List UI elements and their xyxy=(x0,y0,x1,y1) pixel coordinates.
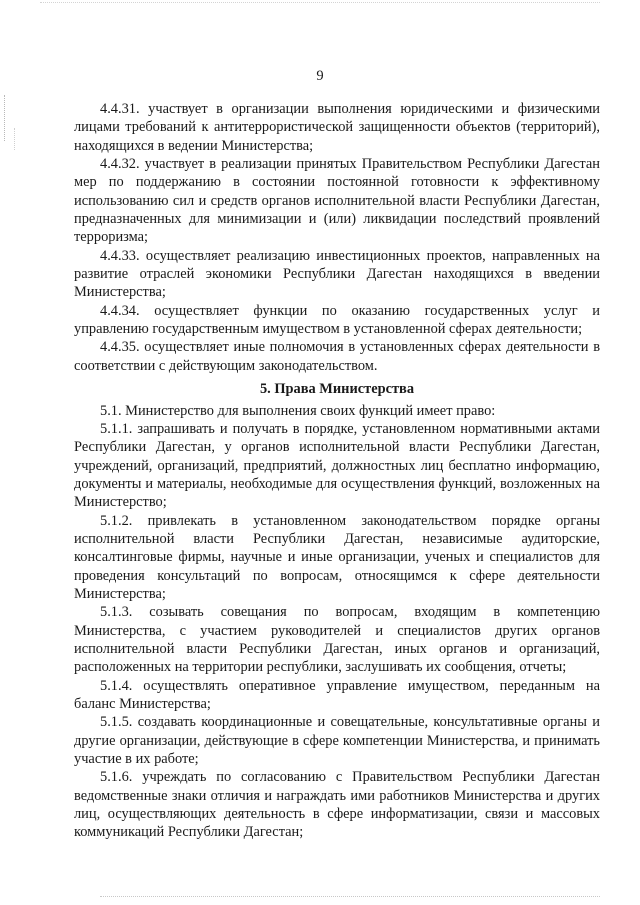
paragraph-5-1-1: 5.1.1. запрашивать и получать в порядке, установленном нормативными актами Республики Дагестан, у органов исполнительной власти Республики Дагестан, учреждений, организаций, предприятий, должностных лиц бесплатно информацию, документы и материалы, необходимые для осуществления функций, возложенных на Министерство; xyxy=(74,420,600,511)
page-number: 9 xyxy=(316,68,324,84)
paragraph-4-4-34: 4.4.34. осуществляет функции по оказанию государственных услуг и управлению государственным имуществом в установленной сферах деятельности; xyxy=(74,302,600,338)
paragraph-4-4-31: 4.4.31. участвует в организации выполнения юридическими и физическими лицами требований к антитеррористической защищенности объектов (территорий), находящихся в ведении Министерства; xyxy=(74,101,600,154)
scan-artifact-left xyxy=(4,95,11,141)
scan-artifact-bottom xyxy=(100,896,600,898)
scan-artifact-top xyxy=(40,2,600,4)
paragraph-5-1-5: 5.1.5. создавать координационные и совещательные, консультативные органы и другие организации, действующие в сфере компетенции Министерства, и принимать участие в их работе; xyxy=(74,714,600,768)
paragraph-4-4-35: 4.4.35. осуществляет иные полномочия в установленных сферах деятельности в соответствии с действующим законодательством. xyxy=(74,339,600,374)
scan-artifact-left-small xyxy=(14,128,17,150)
document-body xyxy=(74,100,600,842)
paragraph-5-1-4: 5.1.4. осуществлять оперативное управление имуществом, переданным на баланс Министерства; xyxy=(74,677,600,712)
paragraph-4-4-32: 4.4.32. участвует в реализации принятых Правительством Республики Дагестан мер по поддержанию в состоянии постоянной готовности к эффективному использованию сил и средств органов исполнительной власти Республики Дагестан, предназначенных для минимизации и (или) ликвидации последствий проявлений терроризма; xyxy=(74,156,600,246)
section-heading-5: 5. Права Министерства xyxy=(259,381,415,398)
paragraph-5-1-3: 5.1.3. созывать совещания по вопросам, входящим в компетенцию Министерства, с участием руководителей и специалистов других органов исполнительной власти Республики Дагестан, иных органов и организаций, расположенных на территории республики, заслушивать их сообщения, отчеты; xyxy=(74,604,600,676)
paragraph-5-1-6: 5.1.6. учреждать по согласованию с Правительством Республики Дагестан ведомственные знаки отличия и награждать ими работников Министерства и других лиц, осуществляющих деятельность в сфере информатизации, связи и массовых коммуникаций Республики Дагестан; xyxy=(74,769,600,841)
paragraph-4-4-33: 4.4.33. осуществляет реализацию инвестиционных проектов, направленных на развитие отраслей экономики Республики Дагестан находящихся в введении Министерства; xyxy=(74,247,600,301)
paragraph-5-1: 5.1. Министерство для выполнения своих функций имеет право: xyxy=(100,402,496,419)
paragraph-5-1-2: 5.1.2. привлекать в установленном законодательством порядке органы исполнительной власти Республики Дагестан, независимые аудиторские, консалтинговые фирмы, научные и иные организации, ученых и специалистов для проведения консультаций по вопросам, относящимся к сфере деятельности Министерства; xyxy=(74,512,600,602)
